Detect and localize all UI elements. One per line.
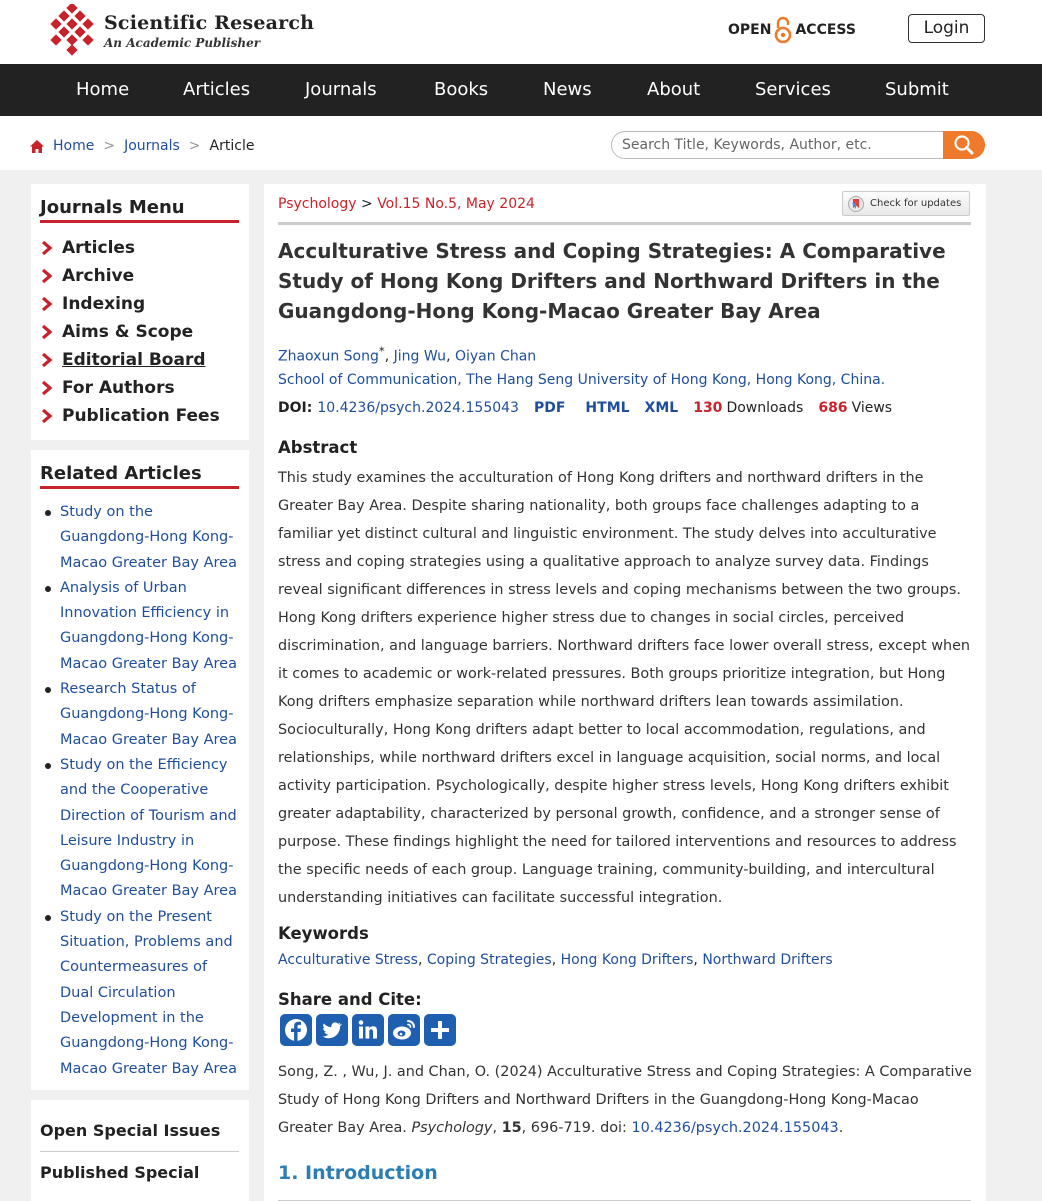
doi-label: DOI: bbox=[278, 400, 313, 416]
keyword-link[interactable]: Hong Kong Drifters bbox=[560, 952, 694, 968]
menu-item-archive[interactable] bbox=[40, 265, 134, 287]
crossmark-icon bbox=[848, 196, 864, 212]
citation-journal: Psychology bbox=[411, 1120, 493, 1136]
nav-journals[interactable]: Journals bbox=[305, 79, 377, 100]
special-issues bbox=[31, 1100, 249, 1201]
nav-books[interactable]: Books bbox=[434, 79, 489, 100]
twitter-icon[interactable] bbox=[316, 1014, 348, 1046]
login-button[interactable]: Login bbox=[908, 14, 985, 43]
share-heading: Share and Cite: bbox=[278, 990, 422, 1009]
related-article-link[interactable]: Research Status of Guangdong-Hong Kong-Macao Greater Bay Area bbox=[40, 677, 240, 753]
related-articles-title: Related Articles bbox=[40, 463, 202, 484]
breadcrumb-journals[interactable]: Journals bbox=[124, 138, 180, 154]
search-button[interactable] bbox=[943, 131, 985, 159]
search-icon bbox=[943, 131, 985, 159]
downloads-label: Downloads bbox=[726, 400, 804, 416]
journals-menu-title: Journals Menu bbox=[40, 197, 185, 218]
abstract-text: This study examines the acculturation of Hong Kong drifters and northward drifters in the Greater Bay Area. Despite sharing nationality, both groups face challenges adapting to a familiar yet distinct cultural and linguistic environment. The study delves into acculturative stress and coping strategies using a qualitative approach to analyze survey data. Findings reveal significant differences in stress levels and coping mechanisms between the two groups. Hong Kong drifters experience higher stress due to changes in social circles, perceived discrimination, and language barriers. Northward drifters face lower overall stress, except when it comes to academic or work-related pressures. Both groups prioritize integration, but Hong Kong drifters emphasize separation while northward drifters lean towards assimilation. Socioculturally, Hong Kong drifters adapt better to local accommodation, regulations, and relationships, while northward drifters excel in language acquisition, social norms, and local activity participation. Psychologically, despite higher stress levels, Hong Kong drifters exhibit greater adaptability, characterized by personal growth, confidence, and a stronger sense of purpose. These findings highlight the need for tailored interventions and resources to address the specific needs of each group. Language training, community-building, and intercultural understanding initiatives can facilitate successful integration. bbox=[278, 470, 971, 906]
xml-link[interactable]: XML bbox=[644, 400, 679, 416]
menu-item-for-authors[interactable] bbox=[40, 377, 175, 399]
citation-text: Song, Z. , Wu, J. and Chan, O. (2024) Acculturative Stress and Coping Strategies: A Comparative Study of Hong Kong Drifters and Northward Drifters in the Guangdong-Hong Kong-Macao Greater Bay Area. Psychology, 15, 696-719. doi: 10.4236/psych.2024.155043. bbox=[278, 1064, 972, 1136]
article-panel bbox=[264, 184, 986, 1201]
keyword-link[interactable]: Acculturative Stress bbox=[278, 952, 418, 968]
menu-item-label: Aims & Scope bbox=[62, 322, 194, 342]
menu-item-label: Archive bbox=[62, 266, 135, 286]
chevron-right-icon bbox=[40, 352, 54, 368]
menu-item-label: Indexing bbox=[62, 294, 146, 314]
author-link[interactable]: Oiyan Chan bbox=[454, 348, 537, 365]
special-divider bbox=[40, 1151, 239, 1152]
keywords-list: Acculturative Stress, Coping Strategies, Hong Kong Drifters, Northward Drifters bbox=[278, 952, 833, 968]
downloads-count: 130 bbox=[693, 400, 723, 416]
author-link[interactable]: Jing Wu bbox=[393, 348, 447, 365]
breadcrumb bbox=[30, 138, 254, 154]
corresponding-mark: * bbox=[378, 344, 385, 358]
chevron-right-icon bbox=[40, 240, 54, 256]
abstract-heading: Abstract bbox=[278, 438, 358, 457]
doi-line bbox=[278, 400, 892, 416]
html-link[interactable]: HTML bbox=[585, 400, 630, 416]
main-nav bbox=[0, 64, 1042, 116]
article-title: Acculturative Stress and Coping Strategies: A Comparative Study of Hong Kong Drifters and Northward Drifters in the Guangdong-Hong Kong-Macao Greater Bay Area bbox=[278, 239, 946, 323]
linkedin-icon[interactable] bbox=[352, 1014, 384, 1046]
open-lock-icon bbox=[774, 16, 792, 44]
nav-about[interactable]: About bbox=[647, 79, 701, 100]
site-header bbox=[0, 0, 1042, 64]
open-access-right: ACCESS bbox=[795, 22, 856, 38]
brand-subtitle: An Academic Publisher bbox=[104, 36, 261, 50]
keyword-link[interactable]: Northward Drifters bbox=[702, 952, 833, 968]
check-updates-label: Check for updates bbox=[870, 198, 962, 209]
menu-item-label: Publication Fees bbox=[62, 406, 220, 426]
menu-item-indexing[interactable] bbox=[40, 293, 145, 315]
menu-item-publication-fees[interactable] bbox=[40, 405, 220, 427]
related-list bbox=[40, 500, 240, 1082]
citation-body: Song, Z. , Wu, J. and Chan, O. (2024) Acculturative Stress and Coping Strategies: A Comparative Study of Hong Kong Drifters and Northward Drifters in the Guangdong-Hong Kong-Macao Greater Bay Area. bbox=[278, 1064, 972, 1136]
journal-issue-line bbox=[278, 196, 535, 212]
related-article-link[interactable]: Study on the Guangdong-Hong Kong-Macao Greater Bay Area bbox=[40, 500, 240, 576]
journal-link[interactable]: Psychology bbox=[278, 196, 357, 212]
menu-item-label: Articles bbox=[62, 238, 136, 258]
menu-item-aims-scope[interactable] bbox=[40, 321, 193, 343]
breadcrumb-separator: > bbox=[103, 138, 116, 154]
related-article-link[interactable]: Analysis of Urban Innovation Efficiency in Guangdong-Hong Kong-Macao Greater Bay Area bbox=[40, 576, 240, 677]
keyword-link[interactable]: Coping Strategies bbox=[426, 952, 552, 968]
search-box bbox=[611, 131, 985, 159]
brand-title: Scientific Research bbox=[104, 12, 315, 34]
author-list: Zhaoxun Song*, Jing Wu, Oiyan Chan bbox=[278, 344, 537, 365]
journal-separator: > bbox=[361, 196, 373, 212]
nav-services[interactable]: Services bbox=[755, 79, 831, 100]
journals-menu-divider bbox=[40, 220, 239, 223]
chevron-right-icon bbox=[40, 324, 54, 340]
citation-volume: 15 bbox=[501, 1120, 522, 1136]
chevron-right-icon bbox=[40, 408, 54, 424]
chevron-right-icon bbox=[40, 296, 54, 312]
open-special-issues-link[interactable]: Open Special Issues bbox=[40, 1121, 221, 1140]
affiliation[interactable]: School of Communication, The Hang Seng University of Hong Kong, Hong Kong, China. bbox=[278, 372, 886, 388]
logo-diamond-icon bbox=[46, 4, 98, 56]
menu-item-editorial-board[interactable] bbox=[40, 349, 206, 371]
related-article-link[interactable]: Study on the Efficiency and the Cooperative Direction of Tourism and Leisure Industry in Guangdong-Hong Kong-Macao Greater Bay Area bbox=[40, 753, 240, 905]
open-access-badge bbox=[728, 16, 856, 44]
menu-item-label: For Authors bbox=[62, 378, 175, 398]
facebook-icon[interactable] bbox=[280, 1014, 312, 1046]
open-access-left: OPEN bbox=[728, 22, 772, 38]
related-articles-divider bbox=[40, 486, 239, 489]
home-icon[interactable] bbox=[30, 140, 44, 153]
related-articles bbox=[31, 450, 249, 1090]
breadcrumb-separator: > bbox=[188, 138, 201, 154]
weibo-icon[interactable] bbox=[388, 1014, 420, 1046]
related-article-link[interactable]: Study on the Present Situation, Problems and Countermeasures of Dual Circulation Development in the Guangdong-Hong Kong-Macao Greater Bay Area bbox=[40, 905, 240, 1082]
published-special-link[interactable]: Published Special bbox=[40, 1163, 200, 1182]
nav-news[interactable]: News bbox=[543, 79, 592, 100]
breadcrumb-home[interactable]: Home bbox=[53, 138, 95, 154]
views-count: 686 bbox=[818, 400, 848, 416]
nav-submit[interactable]: Submit bbox=[885, 79, 949, 100]
share-buttons bbox=[280, 1014, 460, 1046]
introduction-heading: 1. Introduction bbox=[278, 1162, 438, 1184]
journals-menu bbox=[31, 184, 249, 440]
search-input[interactable] bbox=[622, 132, 942, 158]
share-icon[interactable] bbox=[424, 1014, 456, 1046]
nav-articles[interactable]: Articles bbox=[183, 79, 251, 100]
header-divider bbox=[278, 222, 971, 225]
citation-pages: , 696-719. doi: bbox=[521, 1120, 627, 1136]
author-link[interactable]: Zhaoxun Song bbox=[278, 348, 379, 365]
breadcrumb-current: Article bbox=[209, 138, 255, 154]
menu-item-label: Editorial Board bbox=[62, 350, 206, 370]
issue-link[interactable]: Vol.15 No.5, May 2024 bbox=[377, 196, 535, 212]
doi-link[interactable]: 10.4236/psych.2024.155043 bbox=[317, 400, 519, 416]
site-logo[interactable] bbox=[46, 4, 315, 56]
keywords-heading: Keywords bbox=[278, 924, 369, 943]
pdf-link[interactable]: PDF bbox=[533, 400, 566, 416]
citation-doi-link[interactable]: 10.4236/psych.2024.155043 bbox=[631, 1120, 839, 1136]
check-for-updates-button[interactable] bbox=[842, 191, 970, 216]
nav-home[interactable]: Home bbox=[76, 79, 130, 100]
menu-item-articles[interactable] bbox=[40, 237, 135, 259]
chevron-right-icon bbox=[40, 380, 54, 396]
views-label: Views bbox=[851, 400, 893, 416]
chevron-right-icon bbox=[40, 268, 54, 284]
